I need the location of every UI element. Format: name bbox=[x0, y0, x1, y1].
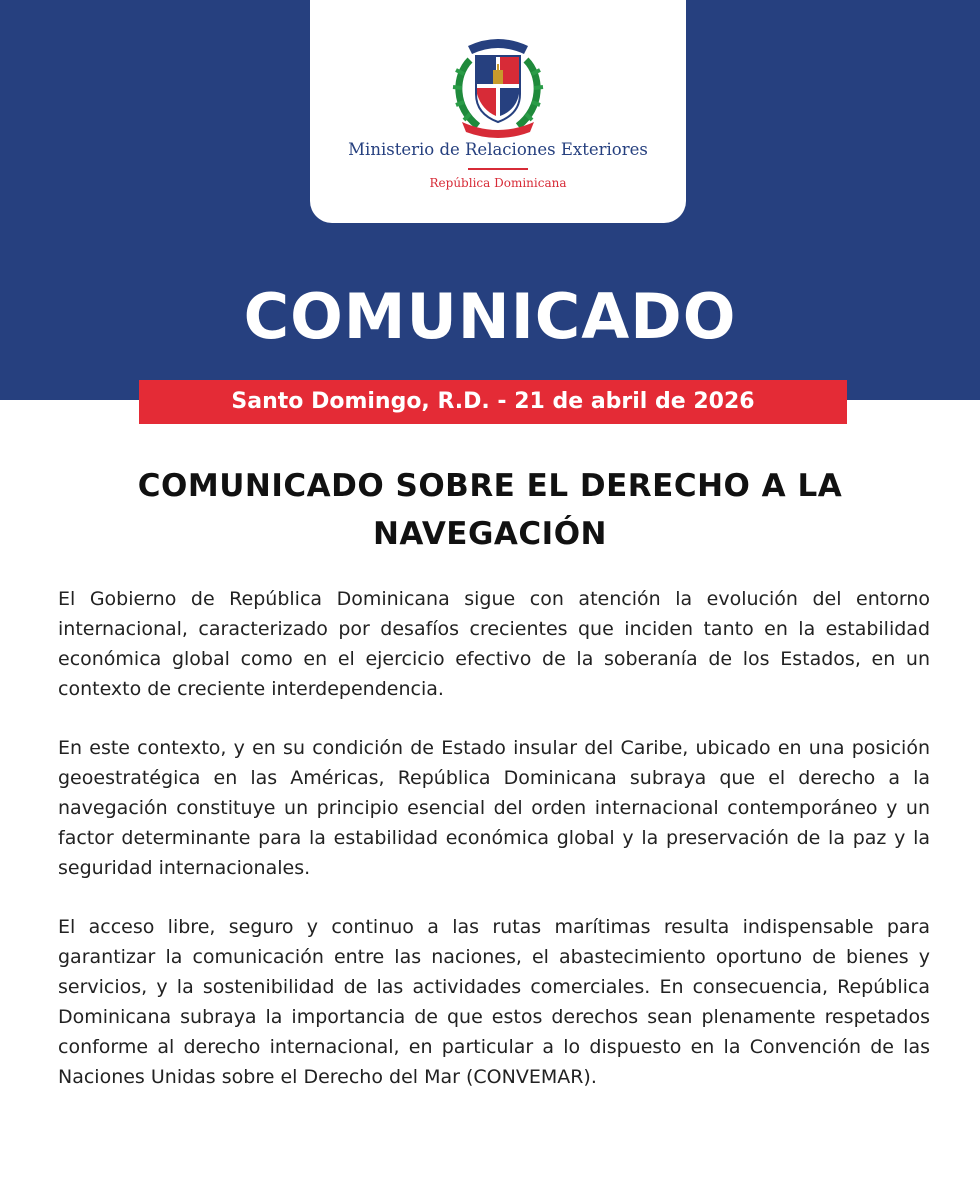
dominican-coat-of-arms-icon bbox=[448, 30, 548, 138]
paragraph-1: El Gobierno de República Dominicana sigue con atención la evolución del entorno internacional, caracterizado por desafíos crecientes que inciden tanto en la estabilidad económica global como en el ejercicio efectivo de la soberanía de los Estados, en un contexto de creciente interdependencia. bbox=[58, 588, 930, 700]
ministry-logo-card bbox=[310, 0, 686, 223]
headline: COMUNICADO bbox=[243, 280, 737, 353]
ministry-divider bbox=[468, 168, 528, 170]
paragraph-3: El acceso libre, seguro y continuo a las rutas marítimas resulta indispensable para garantizar la comunicación entre las naciones, el abastecimiento oportuno de bienes y servicios, y la sostenibilidad de las actividades comerciales. En consecuencia, República Dominicana subraya la importancia de que estos derechos sean plenamente respetados conforme al derecho internacional, en particular a lo dispuesto en la Convención de las Naciones Unidas sobre el Derecho del Mar (CONVEMAR). bbox=[58, 916, 930, 1088]
ministry-name: Ministerio de Relaciones Exteriores bbox=[348, 140, 648, 159]
paragraph-2: En este contexto, y en su condición de Estado insular del Caribe, ubicado en una posición geoestratégica en las Américas, República Dominicana subraya que el derecho a la navegación constituye un principio esencial del orden internacional contemporáneo y un factor determinante para la estabilidad económica global y la preservación de la paz y la seguridad internacionales. bbox=[58, 737, 930, 879]
date-strip: Santo Domingo, R.D. - 21 de abril de 2026 bbox=[139, 380, 847, 424]
ministry-country: República Dominicana bbox=[429, 176, 567, 190]
document-title: COMUNICADO SOBRE EL DERECHO A LA NAVEGACIÓN bbox=[137, 468, 843, 552]
